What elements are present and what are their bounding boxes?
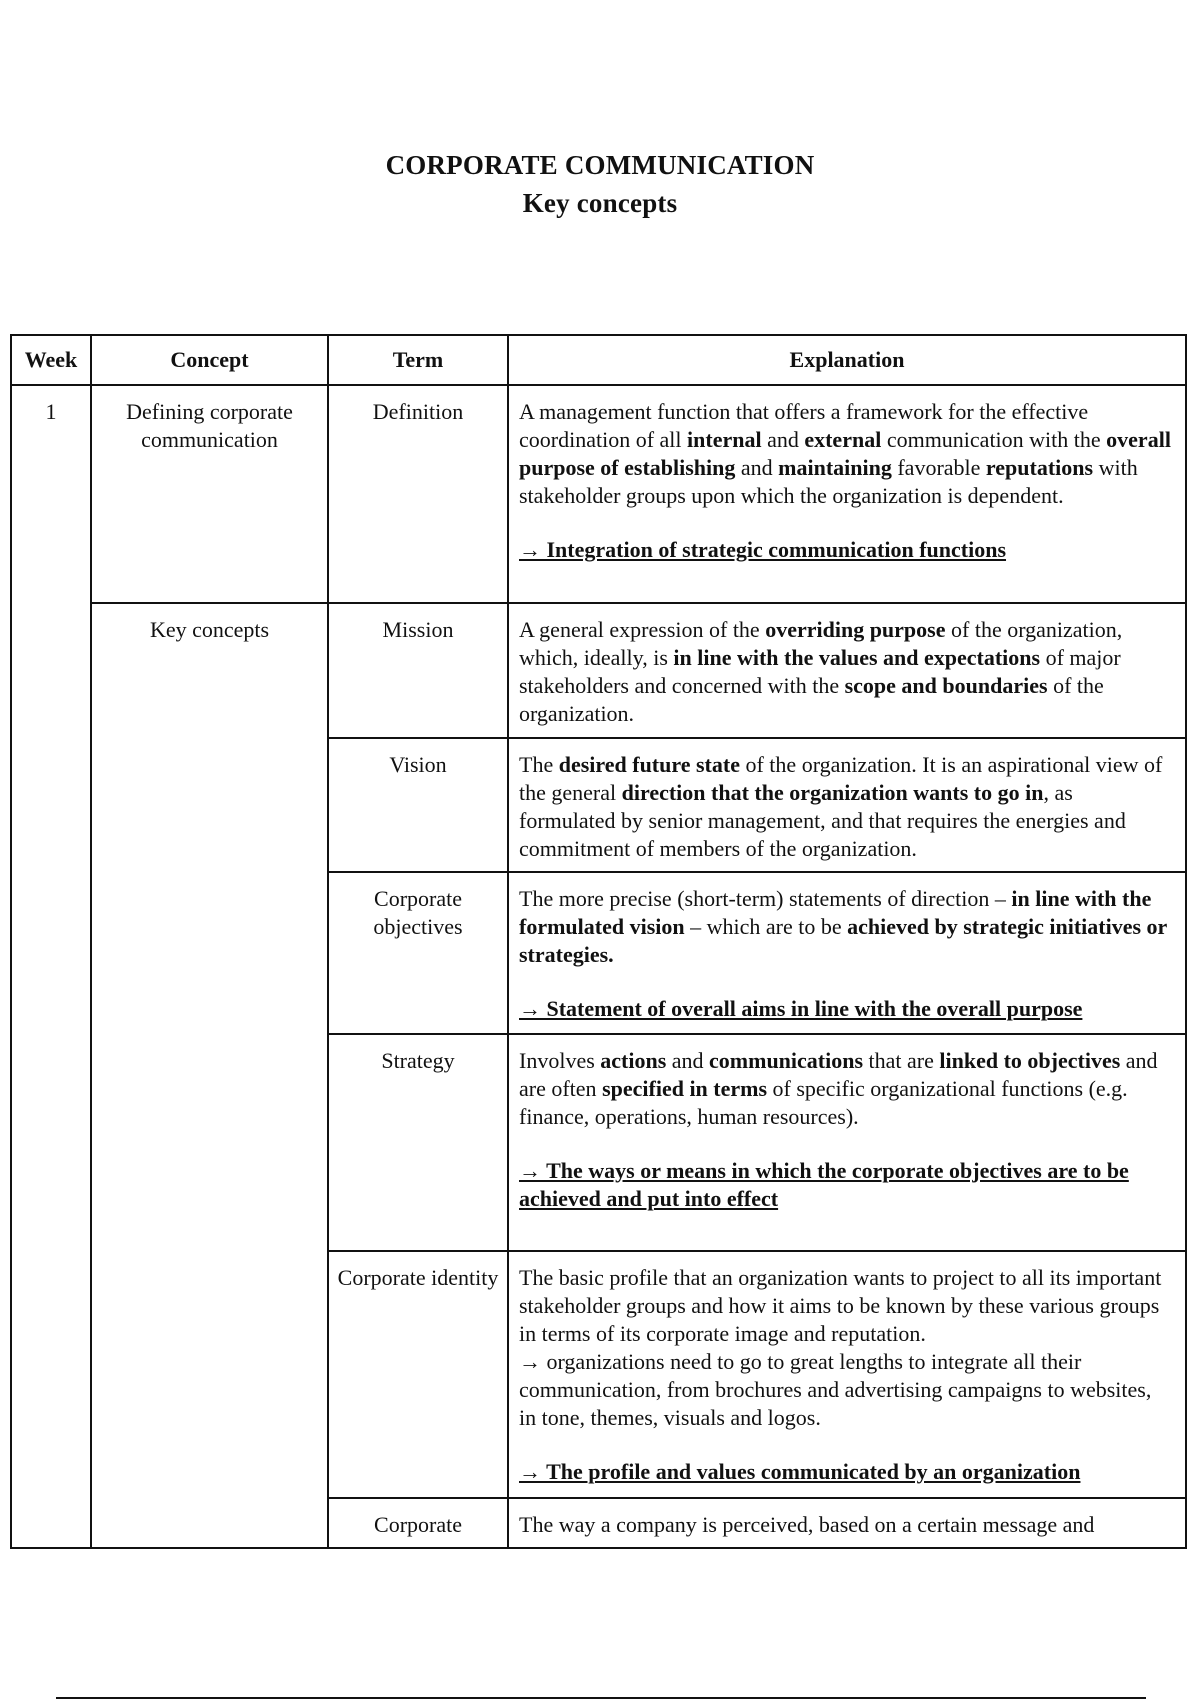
week-cell: 1 xyxy=(11,385,91,1548)
bold-run: in line with the values and expectations xyxy=(673,645,1041,670)
bold-run: external xyxy=(804,427,882,452)
page-footer-rule xyxy=(56,1697,1146,1699)
bold-run: direction that the organization wants to go in xyxy=(621,780,1044,805)
term-cell: Corporate xyxy=(328,1498,508,1548)
explanation-summary: → Integration of strategic communication functions xyxy=(519,537,1007,562)
bold-run: specified in terms xyxy=(602,1076,768,1101)
document-subtitle: Key concepts xyxy=(522,188,678,218)
term-cell: Strategy xyxy=(328,1034,508,1251)
concept-cell-defining: Defining corporate communication xyxy=(91,385,328,603)
term-cell: Mission xyxy=(328,603,508,738)
explanation-summary: → The profile and values communicated by an organization xyxy=(519,1459,1081,1484)
bold-run: desired future state xyxy=(558,752,740,777)
bold-run: achieved by strategic initiatives or strategies. xyxy=(519,914,1167,967)
term-cell: Definition xyxy=(328,385,508,603)
bold-run: overall purpose of establishing xyxy=(519,427,1171,480)
explanation-cell xyxy=(508,385,1186,603)
term-cell: Vision xyxy=(328,738,508,872)
explanation-summary: → Statement of overall aims in line with the overall purpose xyxy=(519,996,1083,1021)
bold-run: linked to objectives xyxy=(939,1048,1121,1073)
concept-cell-key-concepts: Key concepts xyxy=(91,603,328,1548)
explanation-cell xyxy=(508,738,1186,872)
bold-run: actions xyxy=(600,1048,667,1073)
bold-run: reputations xyxy=(985,455,1094,480)
explanation-text: The more precise (short-term) statements of direction – in line with the formulated vision – which are to be achieved by strategic initiatives or strategies. xyxy=(519,886,1167,967)
header-week: Week xyxy=(11,335,91,385)
explanation-text: A management function that offers a framework for the effective coordination of all internal and external communication with the overall purpose of establishing and maintaining favorable reputations with stakeholder groups upon which the organization is dependent. xyxy=(519,399,1171,508)
table-row xyxy=(11,603,1186,738)
explanation-cell xyxy=(508,1498,1186,1548)
explanation-cell xyxy=(508,1251,1186,1498)
bold-run: communications xyxy=(709,1048,864,1073)
explanation-text: Involves actions and communications that are linked to objectives and are often specified in terms of specific organizational functions (e.g. finance, operations, human resources). xyxy=(519,1048,1158,1129)
concepts-table xyxy=(10,334,1187,1549)
header-concept: Concept xyxy=(91,335,328,385)
bold-run: internal xyxy=(687,427,762,452)
explanation-note: → organizations need to go to great lengths to integrate all their communication, from brochures and advertising campaigns to websites, in tone, themes, visuals and logos. xyxy=(519,1349,1152,1430)
header-explanation: Explanation xyxy=(508,335,1186,385)
term-cell: Corporate objectives xyxy=(328,872,508,1034)
header-row xyxy=(11,335,1186,385)
bold-run: maintaining xyxy=(778,455,892,480)
explanation-text: The way a company is perceived, based on a certain message and xyxy=(519,1512,1095,1537)
title-block xyxy=(0,146,1200,222)
header-term: Term xyxy=(328,335,508,385)
bold-run: overriding purpose xyxy=(765,617,946,642)
bold-run: scope and boundaries xyxy=(844,673,1048,698)
term-cell: Corporate identity xyxy=(328,1251,508,1498)
explanation-cell xyxy=(508,1034,1186,1251)
explanation-cell xyxy=(508,603,1186,738)
explanation-summary: → The ways or means in which the corporate objectives are to be achieved and put into effect xyxy=(519,1158,1129,1211)
explanation-text: The basic profile that an organization wants to project to all its important stakeholder groups and how it aims to be known by these various groups in terms of its corporate image and reputation. xyxy=(519,1265,1162,1346)
explanation-text: A general expression of the overriding purpose of the organization, which, ideally, is in line with the values and expectations of major stakeholders and concerned with the scope and boundaries of the organization. xyxy=(519,617,1123,726)
explanation-text: The desired future state of the organization. It is an aspirational view of the general direction that the organization wants to go in, as formulated by senior management, and that requires the energies and commitment of members of the organization. xyxy=(519,752,1163,861)
explanation-cell xyxy=(508,872,1186,1034)
document-title: CORPORATE COMMUNICATION xyxy=(385,150,815,180)
table-row xyxy=(11,385,1186,603)
bold-run: in line with the formulated vision xyxy=(519,886,1152,939)
